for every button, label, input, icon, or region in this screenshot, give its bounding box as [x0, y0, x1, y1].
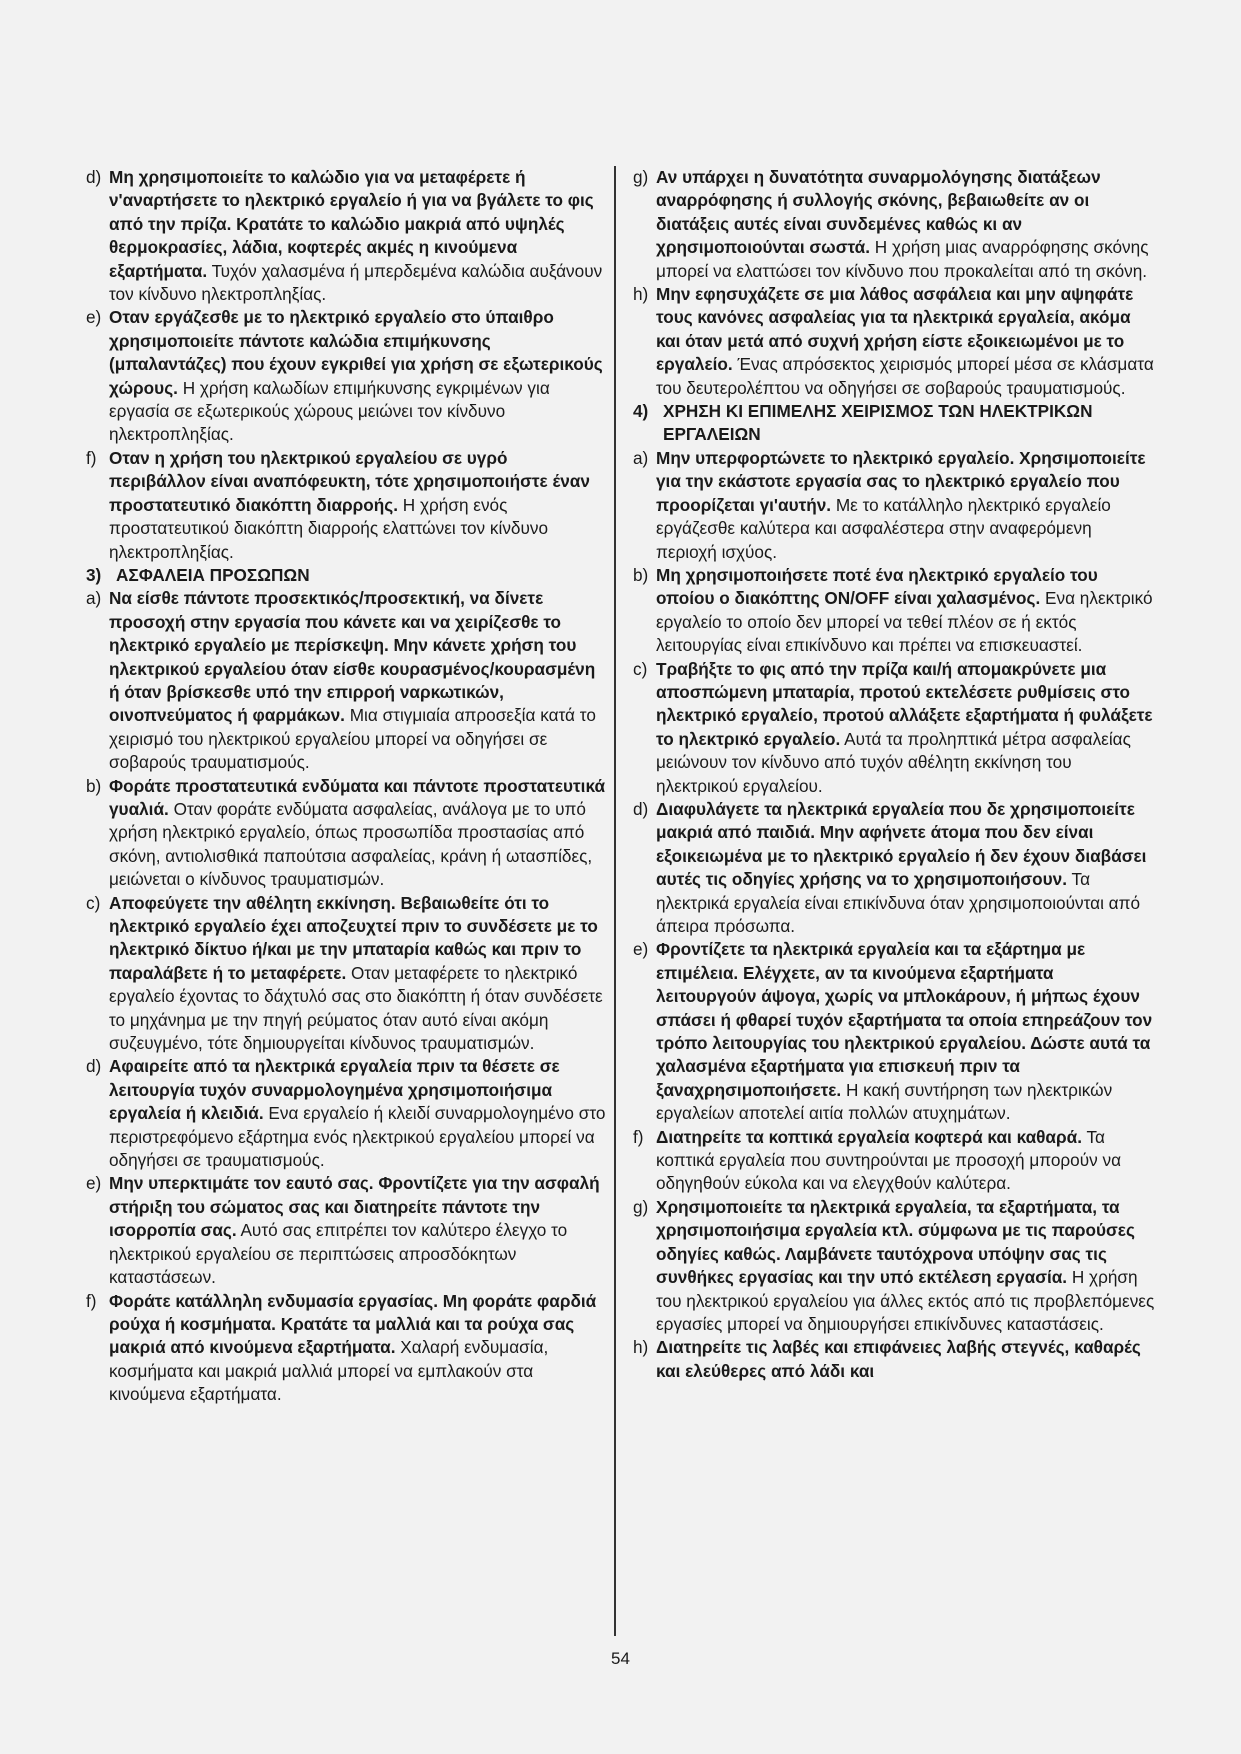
item-normal-text: Οταν μεταφέρετε το ηλεκτρικό εργαλείο έχοντας το δάχτυλό σας στο διακόπτη ή όταν συνδέσετε το μηχάνημα με την πηγή ρεύματος όταν αυτό είναι ακόμη συζευγμένο, τότε δημιουργείται κίνδυνος τραυματισμών. [109, 962, 603, 1054]
item-label: f) [86, 1290, 97, 1311]
item-normal-text: Η χρήση ενός προστατευτικού διακόπτη διαρροής ελαττώνει τον κίνδυνο ηλεκτροπληξίας. [109, 494, 549, 562]
section-title: ΑΣΦΑΛΕΙΑ ΠΡΟΣΩΠΩΝ [116, 564, 310, 585]
list-item [633, 447, 1155, 564]
item-bold-text: Τραβήξτε το φις από την πρίζα και/ή απομακρύνετε μια αποσπώμενη μπαταρία, προτού εκτελέσετε ρυθμίσεις στο ηλεκτρικό εργαλείο, προτού αλλάξετε εξαρτήματα ή φυλάξετε το ηλεκτρικό εργαλείο. [656, 658, 1153, 749]
item-label: g) [633, 167, 649, 187]
item-bold-text: Αποφεύγετε την αθέλητη εκκίνηση. Βεβαιωθείτε ότι το ηλεκτρικό εργαλείο έχει αποζευχτεί πριν το συνδέσετε με το ηλεκτρικό δίκτυο ή/και με την μπαταρία καθώς και πριν το παραλάβετε ή το μεταφέρετε. [109, 892, 598, 983]
item-normal-text: Αυτό σας επιτρέπει τον καλύτερο έλεγχο το ηλεκτρικού εργαλείου σε περιπτώσεις απροσδόκητων καταστάσεων. [109, 1220, 568, 1288]
list-item [86, 306, 608, 446]
item-normal-text: Με το κατάλληλο ηλεκτρικό εργαλείο εργάζεσθε καλύτερα και ασφαλέστερα στην αναφερόμενη περιοχή ισχύος. [656, 494, 1111, 562]
item-text [656, 564, 1155, 658]
item-label: a) [633, 447, 649, 468]
item-normal-text: Μια στιγμιαία απροσεξία κατά το χειρισμό του ηλεκτρικού εργαλείου μπορεί να οδηγήσει σε σοβαρούς τραυματισμούς. [109, 705, 596, 773]
section-number: 4) [633, 401, 649, 422]
item-label: h) [633, 284, 649, 305]
item-normal-text: Ένας απρόσεκτος χειρισμός μπορεί μέσα σε κλάσματα του δευτερολέπτου να οδηγήσει σε σοβαρούς τραυματισμούς. [656, 354, 1154, 398]
list-item [86, 892, 608, 1056]
item-normal-text: Αυτά τα προληπτικά μέτρα ασφαλείας μειώνουν τον κίνδυνο από τυχόν αθέλητη εκκίνηση του ηλεκτρικού εργαλείου. [656, 728, 1131, 796]
item-text [656, 283, 1155, 400]
item-bold-text: Διατηρείτε τις λαβές και επιφάνειες λαβής στεγνές, καθαρές και ελεύθερες από λάδι και [656, 1337, 1141, 1381]
item-text [656, 447, 1155, 564]
page-number: 54 [611, 1649, 630, 1668]
item-normal-text: Χαλαρή ενδυμασία, κοσμήματα και μακριά μαλλιά μπορεί να εμπλακούν στα κινούμενα εξαρτήματα. [109, 1337, 549, 1405]
item-bold-text: Αφαιρείτε από τα ηλεκτρικά εργαλεία πριν τα θέσετε σε λειτουργία τυχόν συναρμολογημένα χρησιμοποιήσιμα εργαλεία ή κλειδιά. [109, 1056, 560, 1124]
item-normal-text: Η χρήση καλωδίων επιμήκυνσης εγκριμένων για εργασία σε εξωτερικούς χώρους μειώνει τον κίνδυνο ηλεκτροπληξίας. [109, 377, 550, 445]
list-item [633, 1336, 1155, 1383]
item-text [656, 1336, 1155, 1383]
item-bold-text: Φοράτε προστατευτικά ενδύματα και πάντοτε προστατευτικά γυαλιά. [109, 775, 606, 819]
item-bold-text: Μην υπερκτιμάτε τον εαυτό σας. Φροντίζετε για την ασφαλή στήριξη του σώματος σας και διατηρείτε πάντοτε την ισορροπία σας. [109, 1173, 600, 1241]
item-normal-text: Η χρήση μιας αναρρόφησης σκόνης μπορεί να ελαττώσει τον κίνδυνο που προκαλείται από τη σκόνη. [656, 237, 1149, 281]
column-divider [614, 166, 616, 1636]
item-label: d) [86, 1056, 102, 1077]
section-title: ΧΡΗΣΗ ΚΙ ΕΠΙΜΕΛΗΣ ΧΕΙΡΙΣΜΟΣ ΤΩΝ ΗΛΕΚΤΡΙΚΩΝ ΕΡΓΑΛΕΙΩΝ [663, 401, 1093, 445]
item-text [109, 166, 608, 306]
item-text [109, 587, 608, 774]
right-items-pre [633, 166, 1155, 400]
item-text [109, 447, 608, 564]
right-items-post [633, 447, 1155, 1383]
list-item [86, 1172, 608, 1289]
item-text [656, 1196, 1155, 1336]
item-text [109, 1055, 608, 1172]
item-bold-text: Οταν η χρήση του ηλεκτρικού εργαλείου σε υγρό περιβάλλον είναι αναπόφευκτη, τότε χρησιμοποιήστε έναν προστατευτικό διακόπτη διαρροής. [109, 447, 590, 515]
list-item [633, 166, 1155, 283]
item-label: d) [633, 798, 649, 819]
list-item [86, 587, 608, 774]
item-label: h) [633, 1337, 649, 1358]
item-normal-text: Οταν φοράτε ενδύματα ασφαλείας, ανάλογα με το υπό χρήση ηλεκτρικό εργαλείο, όπως προσωπίδα προστασίας από σκόνη, αντιολισθικά παπούτσια ασφαλείας, κράνη ή ωτασπίδες, μειώνεται ο κίνδυνος τραυματισμών. [109, 798, 593, 890]
item-bold-text: Μην υπερφορτώνετε το ηλεκτρικό εργαλείο. Χρησιμοποιείτε για την εκάστοτε εργασία σας το ηλεκτρικό εργαλείο που προορίζεται γι'αυτήν. [656, 447, 1146, 515]
item-label: f) [86, 447, 97, 468]
list-item [86, 447, 608, 564]
item-label: c) [633, 658, 648, 679]
item-label: g) [633, 1196, 649, 1217]
left-column [86, 166, 608, 1407]
list-item [633, 564, 1155, 658]
item-bold-text: Αν υπάρχει η δυνατότητα συναρμολόγησης διατάξεων αναρρόφησης ή συλλογής σκόνης, βεβαιωθείτε αν οι διατάξεις αυτές είναι συνδεμένες καθώς κι αν χρησιμοποιούνται σωστά. [656, 167, 1101, 258]
list-item [633, 658, 1155, 798]
item-normal-text: Η χρήση του ηλεκτρικού εργαλείου για άλλες εκτός από τις προβλεπόμενες εργασίες μπορεί να δημιουργήσει επικίνδυνες καταστάσεις. [656, 1267, 1155, 1334]
item-label: b) [86, 775, 102, 796]
list-item [86, 166, 608, 306]
item-text [656, 798, 1155, 938]
item-label: e) [86, 307, 102, 328]
left-items-post [86, 587, 608, 1406]
list-item [86, 1055, 608, 1172]
list-item [633, 1126, 1155, 1196]
list-item [86, 1290, 608, 1407]
item-bold-text: Φοράτε κατάλληλη ενδυμασία εργασίας. Μη φοράτε φαρδιά ρούχα ή κοσμήματα. Κρατάτε τα μαλλιά και τα ρούχα σας μακριά από κινούμενα εξαρτήματα. [109, 1290, 597, 1358]
item-label: e) [86, 1173, 102, 1194]
item-normal-text: Τα ηλεκτρικά εργαλεία είναι επικίνδυνα όταν χρησιμοποιούνται από άπειρα πρόσωπα. [656, 869, 1141, 936]
item-bold-text: Οταν εργάζεσθε με το ηλεκτρικό εργαλείο στο ύπαιθρο χρησιμοποιείτε πάντοτε καλώδια επιμήκυνσης (μπαλαντάζες) που έχουν εγκριθεί για χρήση σε εξωτερικούς χώρους. [109, 307, 603, 398]
item-normal-text: Τυχόν χαλασμένα ή μπερδεμένα καλώδια αυξάνουν τον κίνδυνο ηλεκτροπληξίας. [109, 260, 603, 305]
item-normal-text: Η κακή συντήρηση των ηλεκτρικών εργαλείων αποτελεί αιτία πολλών ατυχημάτων. [656, 1079, 1113, 1124]
item-bold-text: Μην εφησυχάζετε σε μια λάθος ασφάλεια και μην αψηφάτε τους κανόνες ασφαλείας για τα ηλεκτρικά εργαλεία, ακόμα και όταν μετά από συχνή χρήση είστε εξοικειωμένοι με το εργαλείο. [656, 284, 1134, 375]
item-text [109, 775, 608, 892]
item-label: d) [86, 167, 102, 187]
list-item [633, 798, 1155, 938]
item-text [109, 306, 608, 446]
item-bold-text: Διατηρείτε τα κοπτικά εργαλεία κοφτερά και καθαρά. [656, 1126, 1082, 1147]
item-normal-text: Ενα ηλεκτρικό εργαλείο το οποίο δεν μπορεί να τεθεί πλέον σε ή εκτός λειτουργίας είναι επικίνδυνο και πρέπει να επισκευαστεί. [656, 588, 1153, 656]
item-text [656, 658, 1155, 798]
item-label: e) [633, 939, 649, 960]
item-text [656, 166, 1155, 283]
item-bold-text: Χρησιμοποιείτε τα ηλεκτρικά εργαλεία, τα εξαρτήματα, τα χρησιμοποιήσιμα εργαλεία κτλ. σύμφωνα με τις παρούσες οδηγίες καθώς. Λαμβάνετε ταυτόχρονα υπόψην σας τις συνθήκες εργασίας και την υπό εκτέλεση εργασία. [656, 1196, 1135, 1288]
item-bold-text: Να είσθε πάντοτε προσεκτικός/προσεκτική, να δίνετε προσοχή στην εργασία που κάνετε και να χειρίζεσθε το ηλεκτρικό εργαλείο με περίσκεψη. Μην κάνετε χρήση του ηλεκτρικού εργαλείου όταν είσθε κουρασμένος/κουρασμένη ή όταν βρίσκεσθε υπό την επιρροή ναρκωτικών, οινοπνεύματος ή φαρμάκων. [109, 588, 596, 726]
item-text [656, 938, 1155, 1125]
item-bold-text: Μη χρησιμοποιείτε το καλώδιο για να μεταφέρετε ή ν'αναρτήσετε το ηλεκτρικό εργαλείο ή για να βγάλετε το φις από την πρίζα. Κρατάτε το καλώδιο μακριά από υψηλές θερμοκρασίες, λάδια, κοφτερές ακμές η κινούμενα εξαρτήματα. [109, 167, 594, 281]
item-label: c) [86, 892, 101, 913]
list-item [633, 938, 1155, 1125]
section-heading-4 [633, 400, 1155, 447]
list-item [86, 775, 608, 892]
item-label: b) [633, 564, 649, 585]
list-item [633, 1196, 1155, 1336]
section-heading-3 [86, 564, 608, 587]
item-bold-text: Φροντίζετε τα ηλεκτρικά εργαλεία και τα εξάρτημα με επιμέλεια. Ελέγχετε, αν τα κινούμενα εξαρτήματα λειτουργούν άψογα, χωρίς να μπλοκάρουν, ή μήπως έχουν σπάσει ή φθαρεί τυχόν εξαρτήματα τα οποία επηρεάζουν τον τρόπο λειτουργίας του ηλεκτρικού εργαλείου. Δώστε αυτά τα χαλασμένα εξαρτήματα για επισκευή πριν τα ξαναχρησιμοποιήσετε. [656, 939, 1153, 1100]
item-text [109, 892, 608, 1056]
list-item [633, 283, 1155, 400]
item-text [109, 1290, 608, 1407]
item-text [656, 1126, 1155, 1196]
item-text [109, 1172, 608, 1289]
item-label: f) [633, 1126, 644, 1147]
right-column [633, 166, 1155, 1383]
left-items-pre [86, 166, 608, 564]
item-normal-text: Τα κοπτικά εργαλεία που συντηρούνται με προσοχή μπορούν να οδηγηθούν εύκολα και να ελεγχθούν καλύτερα. [656, 1126, 1122, 1194]
item-label: a) [86, 588, 102, 609]
item-normal-text: Ενα εργαλείο ή κλειδί συναρμολογημένο στο περιστρεφόμενο εξάρτημα ενός ηλεκτρικού εργαλείου μπορεί να οδηγήσει σε τραυματισμούς. [109, 1103, 606, 1171]
item-bold-text: Μη χρησιμοποιήσετε ποτέ ένα ηλεκτρικό εργαλείο του οποίου ο διακόπτης ON/OFF είναι χαλασμένος. [656, 564, 1098, 609]
item-bold-text: Διαφυλάγετε τα ηλεκτρικά εργαλεία που δε χρησιμοποιείτε μακριά από παιδιά. Μην αφήνετε άτομα που δεν είναι εξοικειωμένα με το ηλεκτρικό εργαλείο ή δεν έχουν διαβάσει αυτές τις οδηγίες χρήσης να το χρησιμοποιήσουν. [656, 798, 1147, 890]
section-number: 3) [86, 564, 102, 585]
